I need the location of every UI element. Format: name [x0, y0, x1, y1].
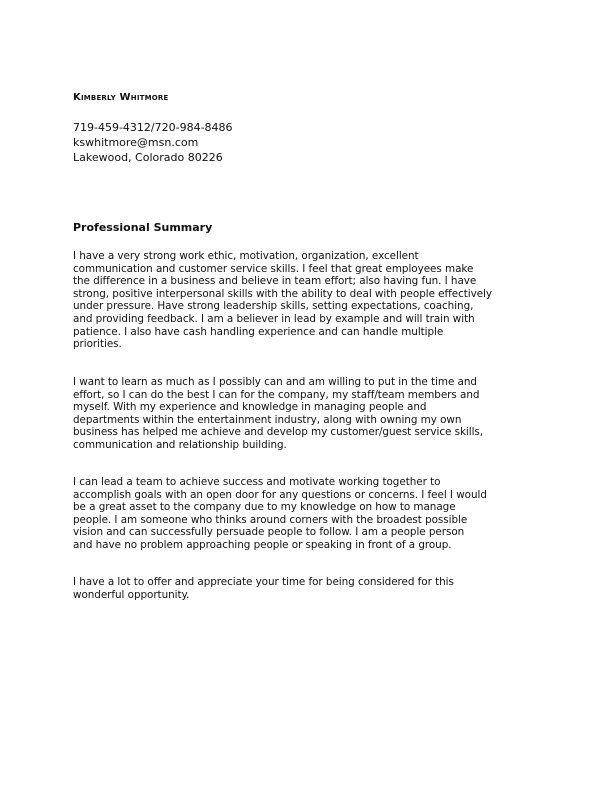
text-line: myself. With my experience and knowledge in managing people and: [73, 401, 427, 414]
text-line: and have no problem approaching people or speaking in front of a group.: [73, 538, 452, 551]
summary-paragraph: [73, 376, 483, 452]
text-line: communication and relationship building.: [73, 438, 287, 451]
text-line: priorities.: [73, 338, 122, 351]
text-line: patience. I also have cash handling experience and can handle multiple: [73, 325, 444, 338]
text-line: wonderful opportunity.: [73, 588, 190, 601]
applicant-name: Kimberly Whitmore: [73, 92, 169, 103]
text-line: under pressure. Have strong leadership skills, setting expectations, coaching,: [73, 300, 474, 313]
text-line: and providing feedback. I am a believer in lead by example and will train with: [73, 312, 475, 325]
summary-paragraph: [73, 250, 492, 351]
phone-number: 719-459-4312/720-984-8486: [73, 121, 233, 134]
email-address: kswhitmore@msn.com: [73, 136, 199, 149]
text-line: people. I am someone who thinks around corners with the broadest possible: [73, 513, 468, 526]
text-line: be a great asset to the company due to my knowledge on how to manage: [73, 501, 456, 514]
summary-paragraph: [73, 576, 454, 601]
section-heading: Professional Summary: [73, 221, 213, 234]
text-line: departments within the entertainment industry, along with owning my own: [73, 413, 462, 426]
text-line: vision and can successfully persuade people to follow. I am a people person: [73, 526, 465, 539]
contact-info: [73, 120, 233, 165]
text-line: communication and customer service skills. I feel that great employees make: [73, 262, 474, 275]
text-line: I can lead a team to achieve success and motivate working together to: [73, 476, 441, 488]
text-line: business has helped me achieve and develop my customer/guest service skills,: [73, 426, 484, 439]
location: Lakewood, Colorado 80226: [73, 151, 223, 164]
text-line: I have a lot to offer and appreciate your time for being considered for this: [73, 576, 454, 588]
text-line: strong, positive interpersonal skills with the ability to deal with people effectively: [73, 287, 492, 300]
text-line: accomplish goals with an open door for any questions or concerns. I feel I would: [73, 488, 487, 501]
text-line: I want to learn as much as I possibly can and am willing to put in the time and: [73, 376, 477, 388]
summary-paragraph: [73, 476, 487, 552]
text-line: I have a very strong work ethic, motivation, organization, excellent: [73, 250, 419, 262]
text-line: the difference in a business and believe in team effort; also having fun. I have: [73, 275, 477, 288]
text-line: effort, so I can do the best I can for the company, my staff/team members and: [73, 388, 480, 401]
